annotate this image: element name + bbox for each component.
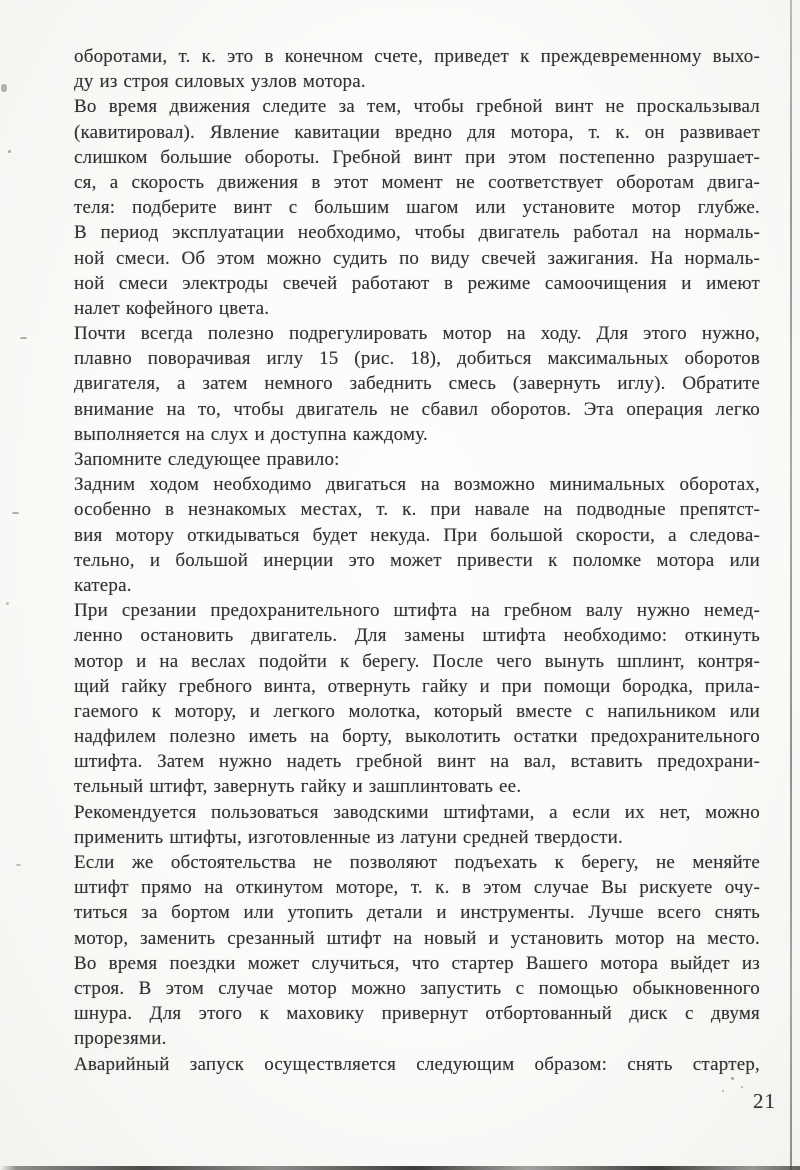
scan-speck — [741, 1086, 743, 1088]
text-line: ся, а скорость движения в этот момент не соответствует оборотам двига- — [74, 171, 760, 193]
scan-speck — [16, 864, 21, 866]
text-line: шнура. Для этого к маховику привернут отбортованный диск с двумя — [74, 1003, 760, 1025]
text-line: гаемого к мотору, и легкого молотка, который вместе с напильником или — [74, 700, 760, 722]
text-line: налет кофейного цвета. — [74, 297, 270, 319]
scan-speck — [20, 337, 27, 339]
text-line: надфилем полезно иметь на борту, выколотить остатки предохранительного — [74, 726, 760, 748]
text-line: ной смеси. Об этом можно судить по виду свечей зажигания. На нормаль- — [74, 247, 760, 269]
text-line: ной смеси электроды свечей работают в режиме самоочищения и имеют — [74, 272, 760, 294]
text-line: ленно остановить двигатель. Для замены штифта необходимо: откинуть — [74, 625, 760, 647]
text-line: Задним ходом необходимо двигаться на возможно минимальных оборотах, — [74, 474, 760, 496]
text-line: оборотами, т. к. это в конечном счете, приведет к преждевременному выхо- — [74, 46, 760, 67]
text-line: мотор, заменить срезанный штифт на новый и установить мотор на место. — [74, 927, 760, 949]
text-line: слишком большие обороты. Гребной винт при этом постепенно разрушает- — [74, 146, 760, 168]
text-line: Запомните следующее правило: — [74, 449, 340, 470]
scan-speck — [8, 150, 11, 153]
text-line: Во время поездки может случиться, что стартер Вашего мотора выйдет из — [74, 952, 760, 974]
page-number: 21 — [753, 1089, 776, 1113]
text-line: тельно, и большой инерции это может привести к поломке мотора или — [74, 549, 760, 571]
text-line: особенно в незнакомых местах, т. к. при навале на подводные препятст- — [74, 499, 760, 521]
text-line: теля: подберите винт с большим шагом или установите мотор глубже. — [74, 197, 760, 219]
text-line: плавно поворачивая иглу 15 (рис. 18), добиться максимальных оборотов — [74, 348, 760, 370]
scan-speck — [731, 1077, 734, 1080]
text-block — [74, 44, 760, 1077]
text-line: ду из строя силовых узлов мотора. — [74, 71, 366, 93]
text-line: Рекомендуется пользоваться заводскими штифтами, а если их нет, можно — [74, 801, 760, 823]
text-line: прорезями. — [74, 1028, 167, 1050]
text-line: Почти всегда полезно подрегулировать мотор на ходу. Для этого нужно, — [74, 323, 760, 345]
text-line: Если же обстоятельства не позволяют подъехать к берегу, не меняйте — [74, 852, 760, 873]
text-line: Аварийный запуск осуществляется следующим образом: снять стартер, — [74, 1053, 760, 1075]
text-line: тельный штифт, завернуть гайку и зашплинтовать ее. — [74, 776, 522, 798]
text-line: выполняется на слух и доступна каждому. — [74, 423, 428, 445]
text-line: Во время движения следите за тем, чтобы гребной винт не проскальзывал — [74, 96, 760, 118]
scan-speck — [12, 512, 19, 514]
text-line: штифта. Затем нужно надеть гребной винт на вал, вставить предохрани- — [74, 751, 760, 773]
text-line: титься за бортом или утопить детали и инструменты. Лучше всего снять — [74, 902, 760, 924]
text-line: (кавитировал). Явление кавитации вредно для мотора, т. к. он развивает — [74, 121, 760, 143]
text-line: двигателя, а затем немного забеднить смесь (завернуть иглу). Обратите — [74, 373, 760, 395]
scan-speck — [722, 1090, 724, 1092]
text-line: применить штифты, изготовленные из латуни средней твердости. — [74, 826, 623, 848]
scan-speck — [6, 602, 9, 605]
text-line: катера. — [74, 574, 132, 596]
text-line: мотор и на веслах подойти к берегу. После чего вынуть шплинт, контря- — [74, 650, 760, 672]
text-line: В период эксплуатации необходимо, чтобы двигатель работал на нормаль- — [74, 222, 760, 244]
text-line: При срезании предохранительного штифта на гребном валу нужно немед- — [74, 600, 760, 622]
scan-bottom-edge-line — [0, 1166, 800, 1170]
scan-speck — [1, 84, 7, 92]
text-line: строя. В этом случае мотор можно запустить с помощью обыкновенного — [74, 977, 760, 999]
text-line: вия мотору откидываться будет некуда. При большой скорости, а следова- — [74, 524, 760, 546]
text-line: внимание на то, чтобы двигатель не сбавил оборотов. Эта операция легко — [74, 398, 760, 420]
text-line: щий гайку гребного винта, отвернуть гайку и при помощи бородка, прила- — [74, 675, 760, 697]
scan-right-edge-line — [790, 0, 792, 1170]
text-line: штифт прямо на откинутом моторе, т. к. в этом случае Вы рискуете очу- — [74, 877, 760, 899]
